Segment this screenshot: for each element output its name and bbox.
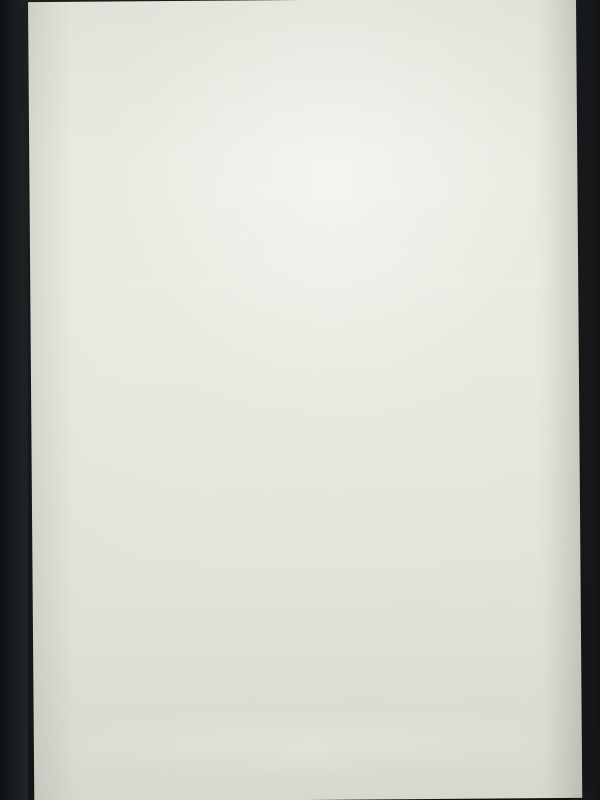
paragraph-2	[78, 54, 524, 58]
paragraph-3	[78, 54, 524, 58]
paper-glare	[64, 714, 552, 776]
document-body	[78, 38, 529, 717]
document-sheet	[28, 0, 582, 800]
paragraph-1	[78, 38, 524, 42]
paper-surface	[28, 0, 582, 800]
left-background	[0, 0, 28, 800]
